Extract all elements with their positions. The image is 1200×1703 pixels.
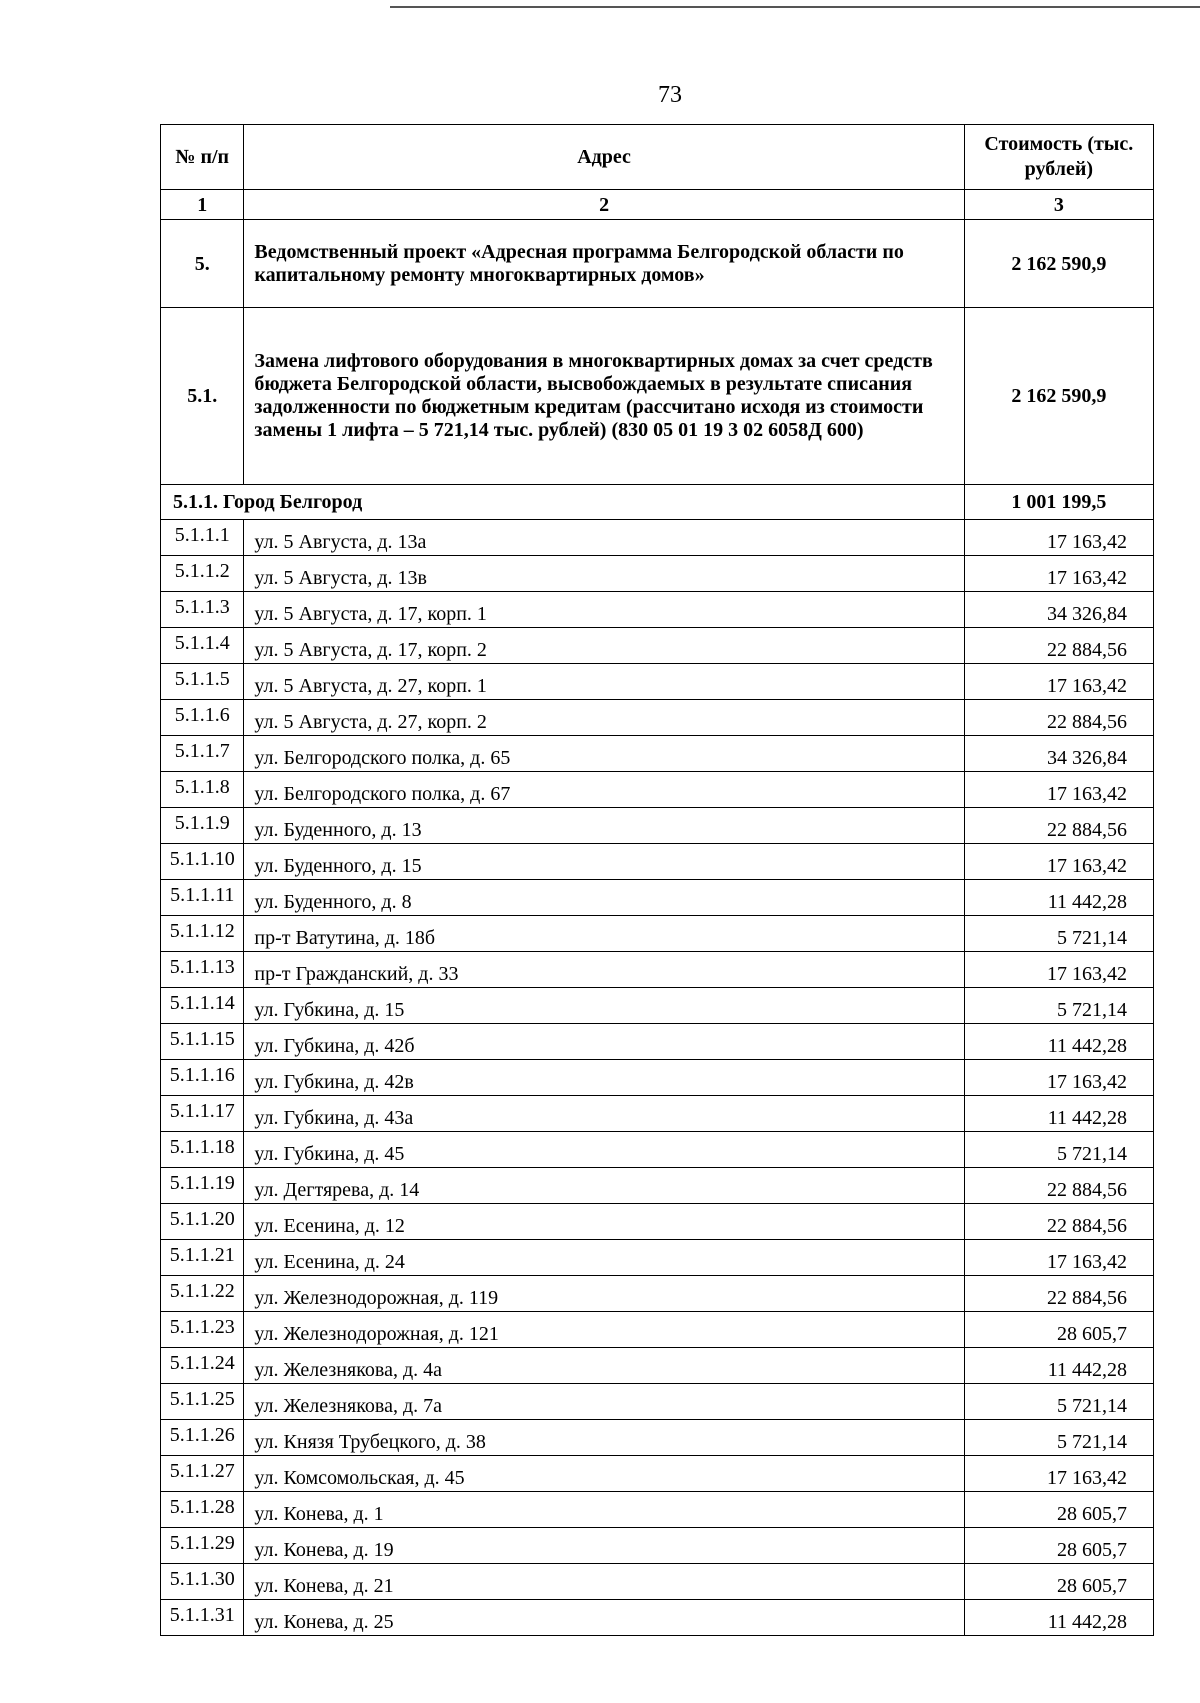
subproject-title: Замена лифтового оборудования в многоквартирных домах за счет средств бюджета Белгородской области, высвобождаемых в результате списания задолженности по бюджетным кредитам (рассчитано исходя из стоимости замены 1 лифта – 5 721,14 тыс. рублей) (830 05 01 19 3 02 6058Д 600) — [244, 308, 964, 485]
table-row — [161, 1564, 1154, 1600]
table-header-row — [161, 125, 1154, 190]
table-row — [161, 1024, 1154, 1060]
table-row — [161, 1348, 1154, 1384]
table-row — [161, 592, 1154, 628]
row-address: ул. Губкина, д. 15 — [244, 988, 964, 1024]
row-address: ул. 5 Августа, д. 27, корп. 2 — [244, 700, 964, 736]
row-address: ул. Железнякова, д. 4а — [244, 1348, 964, 1384]
table-row — [161, 1096, 1154, 1132]
row-num: 5.1.1.21 — [161, 1240, 244, 1276]
table-row — [161, 1456, 1154, 1492]
row-address: ул. Есенина, д. 12 — [244, 1204, 964, 1240]
row-num: 5.1.1.7 — [161, 736, 244, 772]
row-cost: 17 163,42 — [964, 1060, 1153, 1096]
row-num: 5.1.1.11 — [161, 880, 244, 916]
table-row — [161, 880, 1154, 916]
table-row — [161, 844, 1154, 880]
project-num: 5. — [161, 220, 244, 308]
table-row — [161, 952, 1154, 988]
row-address: пр-т Ватутина, д. 18б — [244, 916, 964, 952]
table-row — [161, 1492, 1154, 1528]
project-row — [161, 220, 1154, 308]
row-address: ул. Белгородского полка, д. 67 — [244, 772, 964, 808]
row-num: 5.1.1.20 — [161, 1204, 244, 1240]
row-num: 5.1.1.19 — [161, 1168, 244, 1204]
row-address: ул. Комсомольская, д. 45 — [244, 1456, 964, 1492]
row-cost: 5 721,14 — [964, 1132, 1153, 1168]
row-num: 5.1.1.8 — [161, 772, 244, 808]
row-num: 5.1.1.4 — [161, 628, 244, 664]
row-address: ул. Губкина, д. 42в — [244, 1060, 964, 1096]
row-address: ул. Губкина, д. 43а — [244, 1096, 964, 1132]
row-address: ул. Конева, д. 1 — [244, 1492, 964, 1528]
row-cost: 5 721,14 — [964, 916, 1153, 952]
row-cost: 22 884,56 — [964, 628, 1153, 664]
row-address: ул. Губкина, д. 45 — [244, 1132, 964, 1168]
row-cost: 34 326,84 — [964, 736, 1153, 772]
table-row — [161, 520, 1154, 556]
table-row — [161, 1204, 1154, 1240]
column-number-1: 1 — [161, 190, 244, 220]
row-address: ул. Конева, д. 25 — [244, 1600, 964, 1636]
row-cost: 11 442,28 — [964, 1600, 1153, 1636]
row-cost: 17 163,42 — [964, 952, 1153, 988]
row-num: 5.1.1.31 — [161, 1600, 244, 1636]
row-cost: 28 605,7 — [964, 1312, 1153, 1348]
row-num: 5.1.1.12 — [161, 916, 244, 952]
row-num: 5.1.1.23 — [161, 1312, 244, 1348]
row-address: ул. Буденного, д. 13 — [244, 808, 964, 844]
row-num: 5.1.1.1 — [161, 520, 244, 556]
row-cost: 17 163,42 — [964, 520, 1153, 556]
row-cost: 17 163,42 — [964, 1456, 1153, 1492]
row-address: ул. Железнякова, д. 7а — [244, 1384, 964, 1420]
row-address: ул. Железнодорожная, д. 119 — [244, 1276, 964, 1312]
table-row — [161, 916, 1154, 952]
row-address: ул. Князя Трубецкого, д. 38 — [244, 1420, 964, 1456]
row-address: ул. Буденного, д. 15 — [244, 844, 964, 880]
row-cost: 34 326,84 — [964, 592, 1153, 628]
subproject-cost: 2 162 590,9 — [964, 308, 1153, 485]
row-num: 5.1.1.18 — [161, 1132, 244, 1168]
header-num: № п/п — [161, 125, 244, 190]
row-address: пр-т Гражданский, д. 33 — [244, 952, 964, 988]
row-cost: 28 605,7 — [964, 1528, 1153, 1564]
table-row — [161, 736, 1154, 772]
row-cost: 17 163,42 — [964, 844, 1153, 880]
row-address: ул. Губкина, д. 42б — [244, 1024, 964, 1060]
row-num: 5.1.1.16 — [161, 1060, 244, 1096]
table-row — [161, 700, 1154, 736]
row-cost: 17 163,42 — [964, 772, 1153, 808]
table-row — [161, 1420, 1154, 1456]
row-cost: 11 442,28 — [964, 880, 1153, 916]
project-title: Ведомственный проект «Адресная программа Белгородской области по капитальному ремонту многоквартирных домов» — [244, 220, 964, 308]
column-numbers-row — [161, 190, 1154, 220]
header-cost: Стоимость (тыс. рублей) — [964, 125, 1153, 190]
row-num: 5.1.1.29 — [161, 1528, 244, 1564]
row-address: ул. Есенина, д. 24 — [244, 1240, 964, 1276]
city-cost: 1 001 199,5 — [964, 485, 1153, 520]
city-label: 5.1.1. Город Белгород — [161, 485, 965, 520]
row-cost: 5 721,14 — [964, 1384, 1153, 1420]
row-cost: 28 605,7 — [964, 1492, 1153, 1528]
row-num: 5.1.1.25 — [161, 1384, 244, 1420]
table-row — [161, 556, 1154, 592]
row-num: 5.1.1.5 — [161, 664, 244, 700]
row-cost: 28 605,7 — [964, 1564, 1153, 1600]
row-cost: 17 163,42 — [964, 1240, 1153, 1276]
table-row — [161, 1060, 1154, 1096]
row-cost: 11 442,28 — [964, 1348, 1153, 1384]
row-num: 5.1.1.22 — [161, 1276, 244, 1312]
row-num: 5.1.1.24 — [161, 1348, 244, 1384]
row-address: ул. 5 Августа, д. 17, корп. 2 — [244, 628, 964, 664]
row-cost: 17 163,42 — [964, 664, 1153, 700]
row-cost: 22 884,56 — [964, 1168, 1153, 1204]
row-num: 5.1.1.15 — [161, 1024, 244, 1060]
row-num: 5.1.1.26 — [161, 1420, 244, 1456]
row-num: 5.1.1.9 — [161, 808, 244, 844]
table-row — [161, 664, 1154, 700]
project-cost: 2 162 590,9 — [964, 220, 1153, 308]
table-row — [161, 808, 1154, 844]
row-address: ул. 5 Августа, д. 17, корп. 1 — [244, 592, 964, 628]
table-row — [161, 1528, 1154, 1564]
header-address: Адрес — [244, 125, 964, 190]
row-num: 5.1.1.17 — [161, 1096, 244, 1132]
table-row — [161, 1132, 1154, 1168]
row-num: 5.1.1.13 — [161, 952, 244, 988]
row-cost: 22 884,56 — [964, 1204, 1153, 1240]
column-number-2: 2 — [244, 190, 964, 220]
row-address: ул. Конева, д. 21 — [244, 1564, 964, 1600]
row-num: 5.1.1.27 — [161, 1456, 244, 1492]
row-address: ул. Железнодорожная, д. 121 — [244, 1312, 964, 1348]
subproject-row — [161, 308, 1154, 485]
top-scan-rule — [390, 6, 1200, 8]
row-cost: 5 721,14 — [964, 1420, 1153, 1456]
row-cost: 11 442,28 — [964, 1024, 1153, 1060]
row-address: ул. Дегтярева, д. 14 — [244, 1168, 964, 1204]
row-num: 5.1.1.14 — [161, 988, 244, 1024]
row-cost: 22 884,56 — [964, 1276, 1153, 1312]
row-address: ул. Белгородского полка, д. 65 — [244, 736, 964, 772]
row-address: ул. Конева, д. 19 — [244, 1528, 964, 1564]
column-number-3: 3 — [964, 190, 1153, 220]
row-cost: 5 721,14 — [964, 988, 1153, 1024]
row-num: 5.1.1.30 — [161, 1564, 244, 1600]
table-row — [161, 988, 1154, 1024]
row-num: 5.1.1.2 — [161, 556, 244, 592]
subproject-num: 5.1. — [161, 308, 244, 485]
cost-table — [160, 124, 1154, 1636]
row-cost: 17 163,42 — [964, 556, 1153, 592]
row-address: ул. 5 Августа, д. 13в — [244, 556, 964, 592]
row-num: 5.1.1.6 — [161, 700, 244, 736]
table-row — [161, 1600, 1154, 1636]
row-num: 5.1.1.3 — [161, 592, 244, 628]
table-row — [161, 1276, 1154, 1312]
page-number: 73 — [658, 82, 682, 108]
row-address: ул. 5 Августа, д. 13а — [244, 520, 964, 556]
table-row — [161, 1240, 1154, 1276]
table-row — [161, 1168, 1154, 1204]
row-cost: 22 884,56 — [964, 808, 1153, 844]
row-num: 5.1.1.28 — [161, 1492, 244, 1528]
row-cost: 11 442,28 — [964, 1096, 1153, 1132]
row-address: ул. Буденного, д. 8 — [244, 880, 964, 916]
table-row — [161, 628, 1154, 664]
table-row — [161, 1384, 1154, 1420]
row-num: 5.1.1.10 — [161, 844, 244, 880]
city-row — [161, 485, 1154, 520]
table-row — [161, 1312, 1154, 1348]
table-row — [161, 772, 1154, 808]
row-address: ул. 5 Августа, д. 27, корп. 1 — [244, 664, 964, 700]
row-cost: 22 884,56 — [964, 700, 1153, 736]
